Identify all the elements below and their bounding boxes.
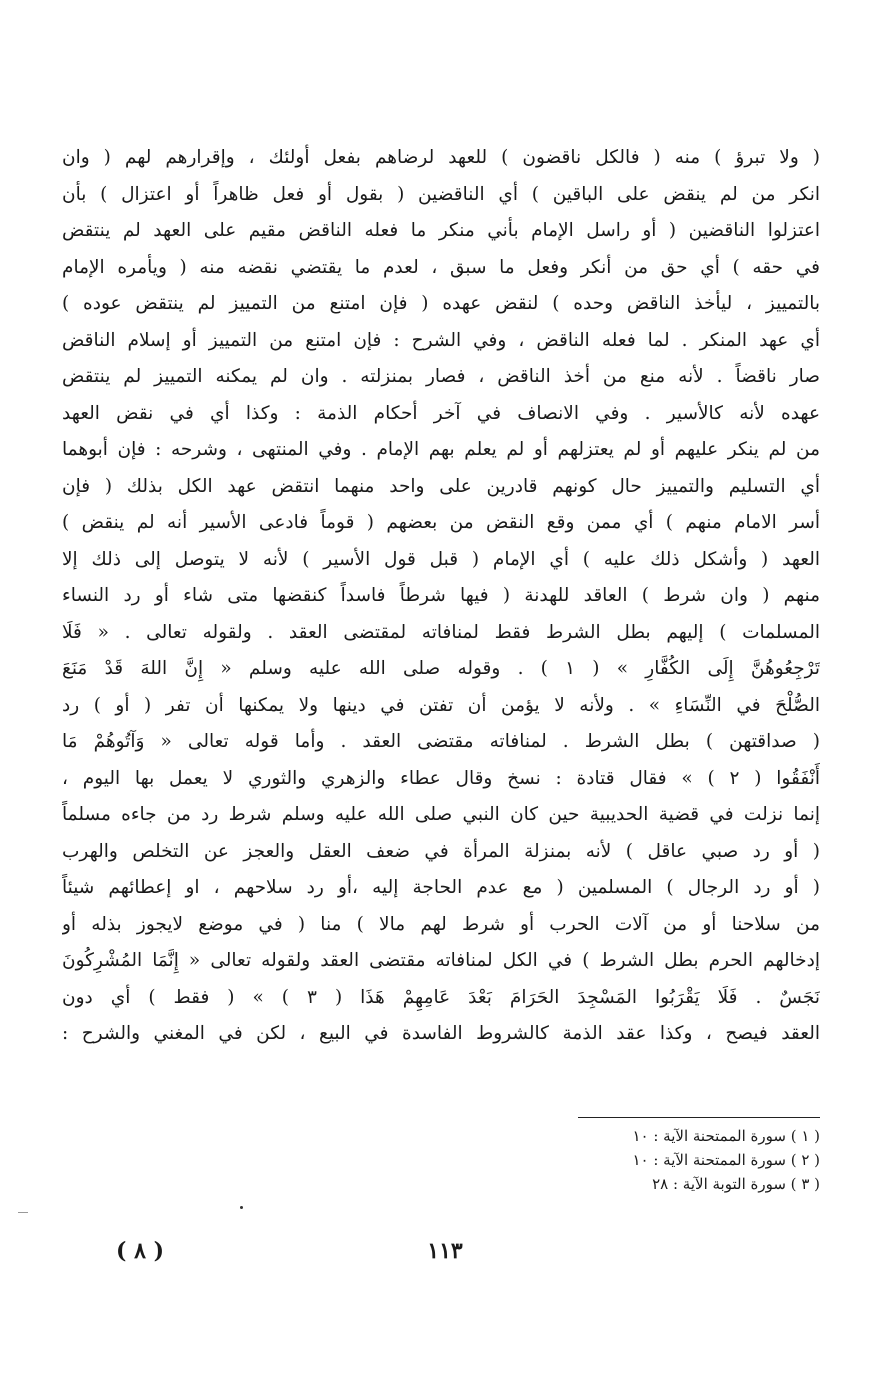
footnote-2: ( ٢ ) سورة الممتحنة الآية : ١٠ xyxy=(632,1151,820,1169)
signature-mark: ( ٨ ) xyxy=(116,1238,164,1264)
text-line-22: من سلاحنا أو من آلات الحرب أو شرط لهم مالا ) منا ( في موضع لايجوز بذله أو xyxy=(62,913,820,935)
text-line-13: منهم ( وان شرط ) العاقد للهدنة ( فيها شرطاً فاسداً كنقضها متى شاء أو رد النساء xyxy=(62,585,820,606)
text-line-2: انكر من لم ينقض على الباقين ) أي الناقضين ( بقول أو فعل ظاهراً أو اعتزال ) بأن xyxy=(62,183,820,205)
text-line-15: تَرْجِعُوهُنَّ إِلَى الكُفَّارِ » ( ١ ) . وقوله صلى الله عليه وسلم « إِنَّ اللهَ قَدْ مَنَعَ xyxy=(62,658,820,679)
text-line-1: ( ولا تبرؤ ) منه ( فالكل ناقضون ) للعهد لرضاهم بفعل أولئك ، وإقرارهم لهم ( وان xyxy=(62,147,820,168)
text-line-8: عهده لأنه كالأسير . وفي الانصاف في آخر أحكام الذمة : وكذا أي في نقض العهد xyxy=(62,402,820,424)
text-line-3: اعتزلوا الناقضين ( أو راسل الإمام بأني منكر ما فعله الناقض مقيم على العهد لم ينتقض xyxy=(62,220,820,241)
footnote-separator xyxy=(578,1117,820,1118)
text-line-17: ( صداقتهن ) بطل الشرط . لمنافاته مقتضى العقد . وأما قوله تعالى « وَآتُوهُمْ مَا xyxy=(62,731,820,752)
page-number: ١١٣ xyxy=(427,1238,463,1264)
text-line-23: إدخالهم الحرم بطل الشرط ) في الكل لمنافاته مقتضى العقد ولقوله تعالى « إِنَّمَا المُشْرِكُونَ xyxy=(62,950,820,971)
text-line-12: العهد ( وأشكل ذلك عليه ) أي الإمام ( قبل قول الأسير ) لأنه لا يتوصل إلى ذلك إلا xyxy=(62,548,820,570)
margin-mark xyxy=(18,1212,28,1213)
text-line-24: نَجَسٌ . فَلَا يَقْرَبُوا المَسْجِدَ الحَرَامَ بَعْدَ عَامِهِمْ هَذَا ( ٣ ) » ( فقط ) أي دون xyxy=(62,986,820,1008)
text-line-10: أي التسليم والتمييز حال كونهم قادرين على واحد منهما انتقض عهد الكل بذلك ( فإن xyxy=(62,475,820,497)
text-line-6: أي عهد المنكر . لما فعله الناقض ، وفي الشرح : فإن امتنع من التمييز أو إسلام الناقض xyxy=(62,329,820,351)
text-line-18: أَنْفَقُوا ( ٢ ) » فقال قتادة : نسخ وقال عطاء والزهري والثوري لا يعمل بها اليوم ، xyxy=(62,767,820,789)
text-line-25: العقد فيصح ، وكذا عقد الذمة كالشروط الفاسدة في البيع ، لكن في المغني والشرح : xyxy=(62,1023,820,1044)
text-line-21: ( أو رد الرجال ) المسلمين ( مع عدم الحاجة إليه ،أو رد سلاحهم ، او إعطائهم شيئاً xyxy=(62,877,820,898)
ink-dot xyxy=(240,1206,243,1209)
text-line-4: في حقه ) أي حق من أنكر وفعل ما سبق ، لعدم ما يقتضي نقضه منه ( ويأمره الإمام xyxy=(62,256,820,278)
footnote-3: ( ٣ ) سورة التوبة الآية : ٢٨ xyxy=(652,1175,820,1193)
text-line-11: أسر الامام منهم ) أي ممن وقع النقض من بعضهم ( قوماً فادعى الأسير أنه لم ينقض ) xyxy=(62,512,820,533)
text-line-14: المسلمات ) إليهم بطل الشرط فقط لمنافاته لمقتضى العقد . ولقوله تعالى . « فَلَا xyxy=(62,621,820,643)
main-text-block xyxy=(62,140,820,1053)
text-line-9: من لم ينكر عليهم أو لم يعتزلهم أو لم يعلم بهم الإمام . وفي المنتهى ، وشرحه : فإن أبوهما xyxy=(62,439,820,460)
text-line-5: بالتمييز ، ليأخذ الناقض وحده ) لنقض عهده ( فإن امتنع من التمييز لم ينتقض عوده ) xyxy=(62,293,820,314)
footnotes xyxy=(520,1124,820,1196)
text-line-7: صار ناقضاً . لأنه منع من أخذ الناقض ، فصار بمنزلته . وان لم يمكنه التمييز لم ينتقض xyxy=(62,366,820,387)
text-line-20: ( أو رد صبي عاقل ) لأنه بمنزلة المرأة في ضعف العقل والعجز عن التخلص والهرب xyxy=(62,840,820,862)
text-line-19: إنما نزلت في قضية الحديبية حين كان النبي صلى الله عليه وسلم شرط رد من جاءه مسلماً xyxy=(62,804,820,825)
footnote-1: ( ١ ) سورة الممتحنة الآية : ١٠ xyxy=(632,1127,820,1145)
text-line-16: الصُّلْحَ في النِّسَاءِ » . ولأنه لا يؤمن أن تفتن في دينها ولا يمكنها أن تفر ( أو ) رد xyxy=(62,694,820,716)
